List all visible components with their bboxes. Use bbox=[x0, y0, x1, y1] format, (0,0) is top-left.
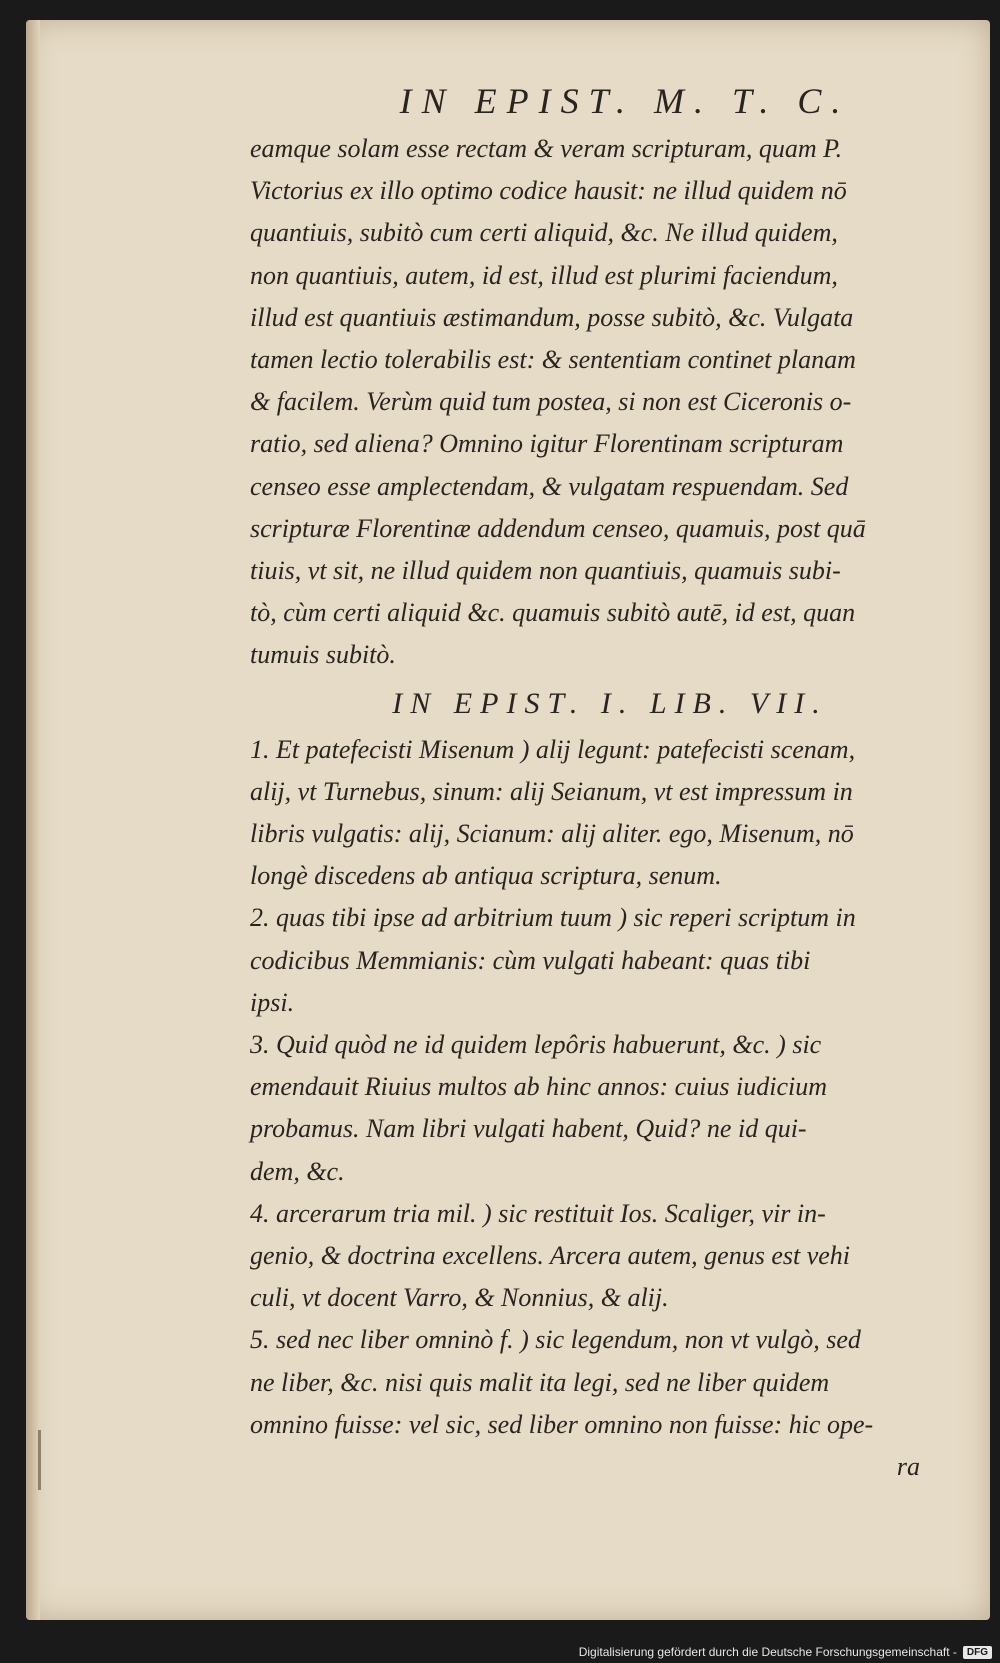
text-line: censeo esse amplectendam, & vulgatam respuendam. Sed bbox=[250, 471, 849, 501]
text-line: eamque solam esse rectam & veram scripturam, quam P. bbox=[250, 134, 843, 163]
digitization-footer bbox=[579, 1645, 992, 1659]
catchword: ra bbox=[896, 1452, 920, 1482]
text-line: omnino fuisse: vel sic, sed liber omnino non fuisse: hic ope- bbox=[250, 1409, 874, 1439]
text-line: non quantiuis, autem, id est, illud est plurimi faciendum, bbox=[250, 260, 838, 290]
text-block-top bbox=[250, 128, 960, 677]
text-line: illud est quantiuis æstimandum, posse subitò, &c. Vulgata bbox=[250, 302, 854, 332]
running-head: IN EPIST. M. T. C. bbox=[399, 81, 851, 121]
text-line: ne liber, &c. nisi quis malit ita legi, sed ne liber quidem bbox=[250, 1367, 830, 1397]
text-line: tiuis, vt sit, ne illud quidem non quantiuis, quamuis subi- bbox=[250, 556, 841, 586]
text-block-bottom bbox=[250, 729, 960, 1446]
text-line: scripturæ Florentinæ addendum censeo, quamuis, post quā bbox=[250, 513, 866, 543]
text-line: probamus. Nam libri vulgati habent, Quid? ne id qui- bbox=[250, 1114, 807, 1144]
text-line: longè discedens ab antiqua scriptura, senum. bbox=[250, 861, 722, 891]
text-line: emendauit Riuius multos ab hinc annos: cuius iudicium bbox=[250, 1072, 828, 1102]
spine-mark bbox=[38, 1430, 41, 1490]
text-line: 5. sed nec liber omninò f. ) sic legendum, non vt vulgò, sed bbox=[250, 1325, 861, 1355]
page-edge bbox=[26, 20, 40, 1620]
text-line: ipsi. bbox=[250, 987, 295, 1017]
page-text bbox=[250, 80, 960, 1488]
dfg-logo-icon: DFG bbox=[963, 1646, 992, 1659]
text-line: tumuis subitò. bbox=[250, 640, 396, 670]
text-line: codicibus Memmianis: cùm vulgati habeant: quas tibi bbox=[250, 945, 811, 975]
text-line: culi, vt docent Varro, & Nonnius, & alij. bbox=[250, 1283, 669, 1313]
text-line: 2. quas tibi ipse ad arbitrium tuum ) sic reperi scriptum in bbox=[250, 903, 856, 933]
text-line: tò, cùm certi aliquid &c. quamuis subitò autē, id est, quan bbox=[250, 598, 856, 628]
text-line: libris vulgatis: alij, Scianum: alij aliter. ego, Misenum, nō bbox=[250, 819, 854, 849]
text-line: tamen lectio tolerabilis est: & sententiam continet planam bbox=[250, 345, 856, 375]
text-line: 3. Quid quòd ne id quidem lepôris habuerunt, &c. ) sic bbox=[250, 1030, 822, 1060]
text-line: 1. Et patefecisti Misenum ) alij legunt: patefecisti scenam, bbox=[250, 734, 856, 764]
text-line: & facilem. Verùm quid tum postea, si non est Ciceronis o- bbox=[250, 387, 852, 417]
text-line: alij, vt Turnebus, sinum: alij Seianum, vt est impressum in bbox=[250, 776, 853, 806]
text-line: 4. arcerarum tria mil. ) sic restituit Ios. Scaliger, vir in- bbox=[250, 1198, 826, 1228]
text-line: Victorius ex illo optimo codice hausit: ne illud quidem nō bbox=[250, 176, 847, 206]
text-line: dem, &c. bbox=[250, 1156, 345, 1186]
text-line: ratio, sed aliena? Omnino igitur Florentinam scripturam bbox=[250, 429, 844, 459]
text-line: genio, & doctrina excellens. Arcera autem, genus est vehi bbox=[250, 1241, 851, 1271]
footer-text: Digitalisierung gefördert durch die Deutsche Forschungsgemeinschaft - bbox=[578, 1645, 957, 1659]
text-line: quantiuis, subitò cum certi aliquid, &c. Ne illud quidem, bbox=[250, 218, 838, 248]
section-heading: IN EPIST. I. LIB. VII. bbox=[392, 686, 828, 720]
